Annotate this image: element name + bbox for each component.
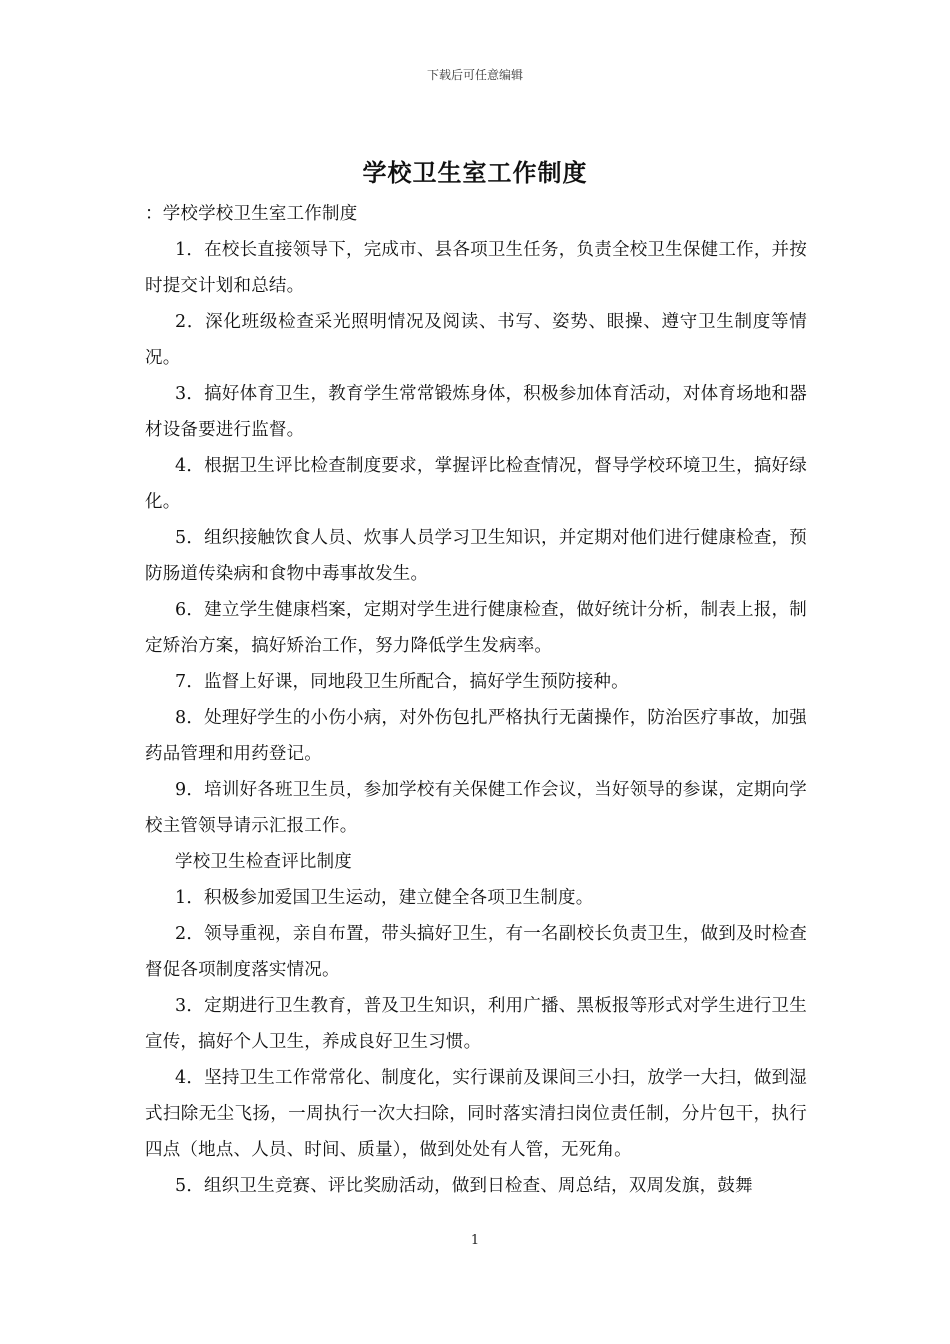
- paragraph: 5．组织接触饮食人员、炊事人员学习卫生知识，并定期对他们进行健康检查，预防肠道传染病和食物中毒事故发生。: [145, 528, 807, 584]
- paragraph: 3．搞好体育卫生，教育学生常常锻炼身体，积极参加体育活动，对体育场地和器材设备要进行监督。: [145, 384, 807, 440]
- paragraph: 4．坚持卫生工作常常化、制度化，实行课前及课间三小扫，放学一大扫，做到湿式扫除无尘飞扬，一周执行一次大扫除，同时落实清扫岗位责任制，分片包干，执行四点（地点、人员、时间、质量），做到处处有人管，无死角。: [145, 1068, 807, 1160]
- paragraph: 3．定期进行卫生教育，普及卫生知识，利用广播、黑板报等形式对学生进行卫生宣传，搞好个人卫生，养成良好卫生习惯。: [145, 996, 807, 1052]
- document-title: 学校卫生室工作制度: [362, 158, 588, 187]
- paragraph: 1．积极参加爱国卫生运动，建立健全各项卫生制度。: [175, 888, 594, 908]
- section-heading: 学校卫生检查评比制度: [175, 852, 352, 872]
- paragraph: 2．领导重视，亲自布置，带头搞好卫生，有一名副校长负责卫生，做到及时检查督促各项制度落实情况。: [145, 924, 807, 980]
- document-body: [145, 196, 807, 1204]
- paragraph: 7．监督上好课，同地段卫生所配合，搞好学生预防接种。: [175, 672, 629, 692]
- paragraph: 9．培训好各班卫生员，参加学校有关保健工作会议，当好领导的参谋，定期向学校主管领导请示汇报工作。: [145, 780, 807, 836]
- paragraph: ：学校学校卫生室工作制度: [145, 204, 358, 224]
- paragraph: 4．根据卫生评比检查制度要求，掌握评比检查情况，督导学校环境卫生，搞好绿化。: [145, 456, 807, 512]
- header-note: 下载后可任意编辑: [426, 68, 523, 82]
- paragraph: 5．组织卫生竞赛、评比奖励活动，做到日检查、周总结，双周发旗，鼓舞: [175, 1176, 753, 1196]
- paragraph: 1．在校长直接领导下，完成市、县各项卫生任务，负责全校卫生保健工作，并按时提交计划和总结。: [145, 240, 807, 296]
- paragraph: 6．建立学生健康档案，定期对学生进行健康检查，做好统计分析，制表上报，制定矫治方案，搞好矫治工作，努力降低学生发病率。: [145, 600, 807, 656]
- page-number: 1: [470, 1233, 480, 1248]
- paragraph: 2．深化班级检查采光照明情况及阅读、书写、姿势、眼操、遵守卫生制度等情况。: [145, 312, 807, 368]
- paragraph: 8．处理好学生的小伤小病，对外伤包扎严格执行无菌操作，防治医疗事故，加强药品管理和用药登记。: [145, 708, 807, 764]
